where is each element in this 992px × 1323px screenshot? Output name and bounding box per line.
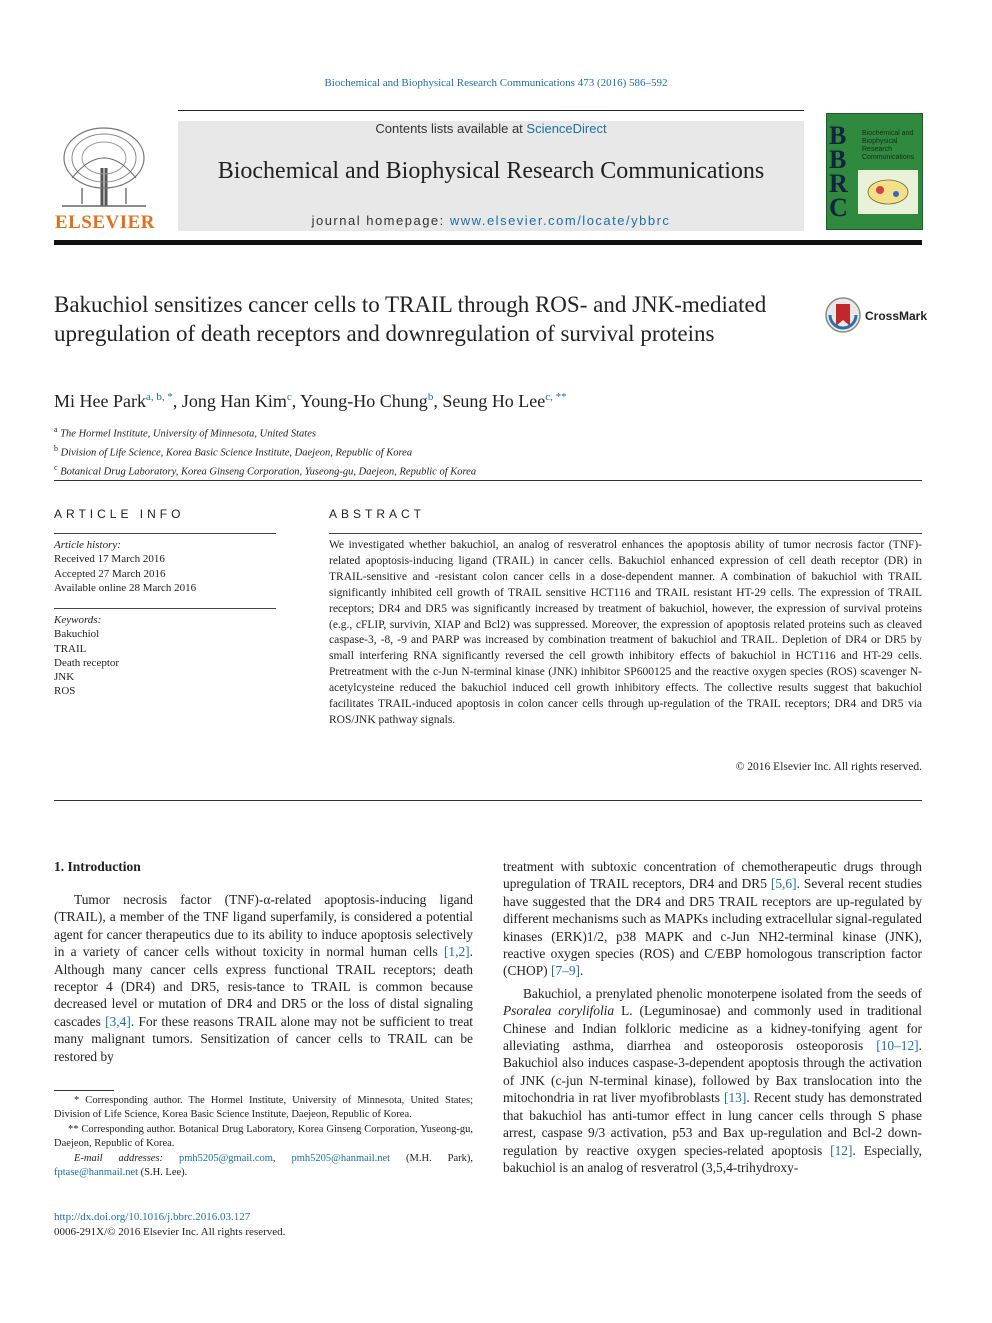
- author-affiliation-marks[interactable]: b: [427, 391, 434, 403]
- citation-link[interactable]: [12]: [830, 1142, 853, 1158]
- citation-link[interactable]: [3,4]: [105, 1013, 131, 1029]
- affiliation-mark: c: [54, 463, 58, 472]
- author-affiliation-marks[interactable]: c, **: [545, 391, 567, 403]
- footnote-mark: *: [74, 1095, 80, 1106]
- article-history: [54, 538, 276, 595]
- keyword: TRAIL: [54, 642, 87, 655]
- species-name: Psoralea corylifolia: [503, 1003, 615, 1019]
- elsevier-wordmark: ELSEVIER: [54, 212, 156, 233]
- text-run: . Recent study has demonstrated that bakuchiol has anti-tumor effect in lung cancer cells through S phase arrest, caspase 9/3 activation, p53 and Bax up-regulation and Bcl-2 down-regulation by reactive oxygen species-related apoptosis: [503, 1090, 922, 1158]
- citation-link[interactable]: [10–12]: [876, 1038, 919, 1054]
- affiliation-text: Botanical Drug Laboratory, Korea Ginseng Corporation, Yuseong-gu, Daejeon, Republic of Korea: [60, 466, 477, 478]
- footnotes: [54, 1094, 473, 1180]
- affiliation-text: The Hormel Institute, University of Minnesota, United States: [60, 428, 316, 440]
- citation-link[interactable]: [1,2]: [443, 944, 470, 960]
- affiliation-item: [54, 461, 814, 480]
- journal-title: Biochemical and Biophysical Research Communications: [217, 158, 765, 184]
- intro-paragraph-continued: [503, 858, 922, 980]
- journal-homepage: [178, 213, 804, 228]
- journal-citation[interactable]: Biochemical and Biophysical Research Communications 473 (2016) 586–592: [324, 77, 668, 89]
- sciencedirect-link[interactable]: ScienceDirect: [526, 121, 607, 136]
- homepage-link[interactable]: www.elsevier.com/locate/ybbrc: [449, 213, 671, 228]
- affiliation-mark: b: [54, 444, 58, 453]
- citation-link[interactable]: [5,6]: [770, 876, 797, 892]
- article-info-heading: ARTICLE INFO: [54, 507, 185, 521]
- abstract-copyright: © 2016 Elsevier Inc. All rights reserved.: [735, 761, 922, 773]
- history-online: Available online 28 March 2016: [54, 581, 197, 594]
- author-affiliation-marks[interactable]: c: [286, 391, 292, 403]
- footnote-text: Corresponding author. The Hormel Institute, University of Minnesota, United States; Division of Life Science, Korea Basic Science Institute, Daejeon, Republic of Korea.: [54, 1095, 473, 1121]
- footnote-text: Corresponding author. Botanical Drug Laboratory, Korea Ginseng Corporation, Yuseong-gu, Daejeon, Republic of Korea.: [54, 1123, 473, 1150]
- affiliation-item: [54, 423, 814, 442]
- citation-link[interactable]: [13]: [724, 1090, 747, 1106]
- section-divider: [54, 480, 922, 481]
- text-run: (M.H. Park),: [390, 1152, 473, 1164]
- crossmark-icon[interactable]: [824, 296, 864, 334]
- author-list: [54, 391, 814, 412]
- author-name[interactable]: Jong Han Kim: [181, 391, 287, 411]
- text-run: Tumor necrosis factor (TNF)-α-related apoptosis-inducing ligand (TRAIL), a member of the TNF ligand superfamily, is considered a potential agent for cancer therapeutics due to its ability to induce apoptosis selectively in a variety of cancer cells without toxicity in normal human cells: [54, 892, 473, 960]
- footnote-mark: **: [68, 1123, 79, 1135]
- header-bottom-rule: [54, 240, 922, 245]
- abstract-text: We investigated whether bakuchiol, an analog of resveratrol enhances the apoptosis ability of tumor necrosis factor (TNF)-related apoptosis-inducing ligand (TRAIL) in cancer cells. Bakuchiol enhanced expression of cell death receptor (DR) in TRAIL-sensitive and -resistant colon cancer cells in a dose-dependent manner. A combination of bakuchiol with TRAIL significantly inhibited cell growth of TRAIL sensitive HCT116 and TRAIL resistant HT-29 cells. The expression of TRAIL receptors; DR4 and DR5 was significantly increased by treatment of bakuchiol, however, the expression of survival proteins (e.g., cFLIP, survivin, XIAP and Bcl2) was suppressed. Moreover, the expression of apoptosis related proteins such as cleaved caspase-3, -8, -9 and PARP was increased by combination treatment of bakuchiol and TRAIL. Depletion of DR4 or DR5 by small interfering RNA significantly reversed the cell growth inhibitory effects of bakuchiol in HCT116 and HT-29 cells. Pretreatment with the c-Jun N-terminal kinase (JNK) inhibitor SP600125 and the reactive oxygen species (ROS) scavenger N-acetylcysteine reduced the bakuchiol induced cell growth inhibitory effects. The collective results suggest that bakuchiol facilitates TRAIL-induced apoptosis in colon cancer cells through up-regulation of the TRAIL receptors; DR4 and DR5 via ROS/JNK pathway signals.: [329, 539, 922, 726]
- affiliation-list: [54, 423, 814, 480]
- affiliation-mark: a: [54, 425, 58, 434]
- text-run: . Bakuchiol also induces caspase-3-dependent apoptosis through the activation of JNK (c-jun N-terminal kinase), followed by Bax translocation into the mitochondria in rat liver myofibroblasts: [503, 1038, 922, 1106]
- affiliation-item: [54, 442, 814, 461]
- text-run: . Although many cancer cells express functional TRAIL receptors; death receptor 4 (DR4) and DR5, resis-tance to TRAIL is common because decreased level or mutation of DR4 and DR5 or the loss of distal signaling cascades: [54, 944, 473, 1029]
- cover-diagram-image: [858, 170, 918, 214]
- history-label: Article history:: [54, 539, 121, 551]
- text-run: treatment with subtoxic concentration of chemotherapeutic drugs through upregulation of TRAIL receptors, DR4 and DR5: [503, 859, 922, 892]
- cover-subtitle: Biochemical and Biophysical Research Communications: [862, 130, 915, 161]
- citation-link[interactable]: [7–9]: [551, 963, 581, 979]
- text-run: . Especially, bakuchiol is an analog of resveratrol (3,5,4-trihydroxy-: [503, 1142, 922, 1175]
- section-divider: [54, 800, 922, 801]
- keyword: Bakuchiol: [54, 628, 100, 641]
- contents-line: [178, 121, 804, 136]
- intro-paragraph: [503, 985, 922, 1176]
- doi-link[interactable]: http://dx.doi.org/10.1016/j.bbrc.2016.03.127: [54, 1211, 251, 1223]
- body-column-left: [54, 891, 473, 1065]
- email-label: E-mail addresses:: [74, 1152, 179, 1164]
- footnote-corresponding-2: [54, 1123, 473, 1152]
- intro-paragraph: [54, 891, 473, 1065]
- crossmark-label[interactable]: CrossMark: [865, 309, 928, 323]
- author-separator: ,: [433, 391, 443, 411]
- keyword: JNK: [54, 671, 75, 684]
- section-heading-introduction: 1. Introduction: [54, 859, 141, 874]
- footnote-rule: [54, 1090, 114, 1091]
- article-title: Bakuchiol sensitizes cancer cells to TRAIL through ROS- and JNK-mediated upregulation of death receptors and downregulation of survival proteins: [54, 292, 767, 346]
- text-run: . For these reasons TRAIL alone may not be sufficient to treat many malignant tumors. Sensitization of cancer cells to TRAIL can be restored by: [54, 1013, 473, 1064]
- keywords-rule: [54, 608, 276, 609]
- history-received: Received 17 March 2016: [54, 553, 165, 566]
- author-name[interactable]: Seung Ho Lee: [442, 391, 546, 411]
- header-top-rule: [178, 110, 804, 111]
- homepage-prefix: journal homepage:: [311, 213, 450, 228]
- author-name[interactable]: Mi Hee Park: [54, 391, 146, 411]
- keywords-label: Keywords:: [54, 614, 102, 626]
- text-run: .: [580, 963, 584, 979]
- author-separator: ,: [172, 391, 182, 411]
- cover-bbrc-letters: BBRC: [829, 121, 848, 222]
- abstract-rule: [329, 533, 922, 534]
- email-link[interactable]: pmh5205@gmail.com: [178, 1152, 273, 1164]
- footnote-emails: [54, 1152, 473, 1181]
- text-run: ,: [272, 1152, 292, 1164]
- author-name[interactable]: Young-Ho Chung: [300, 391, 428, 411]
- history-accepted: Accepted 27 March 2016: [54, 567, 166, 580]
- author-separator: ,: [291, 391, 301, 411]
- contents-prefix: Contents lists available at: [375, 121, 527, 136]
- article-info-rule: [54, 533, 276, 534]
- keywords-block: [54, 613, 276, 699]
- abstract-heading: ABSTRACT: [329, 507, 426, 521]
- email-link[interactable]: pmh5205@hanmail.net: [291, 1152, 391, 1164]
- author-affiliation-marks[interactable]: a, b, *: [145, 391, 173, 403]
- email-link[interactable]: fptase@hanmail.net: [54, 1167, 139, 1179]
- text-run: . Several recent studies have suggested that the DR4 and DR5 TRAIL receptors are up-regulated by different mechanisms such as MAPKs including extracellular signal-regulated kinases (ERK)1/2, p38 MAPK and c-Jun NH2-terminal kinase (JNK), reactive oxygen species (ROS) and C/EBP homologous transcription factor (CHOP): [503, 876, 922, 979]
- text-run: Bakuchiol, a prenylated phenolic monoterpene isolated from the seeds of: [523, 985, 922, 1001]
- text-run: L. (Leguminosae) and commonly used in traditional Chinese and Indian folkloric medicine as a kidney-tonifying agent for alleviating asthma, diarrhea and osteoporosis osteoporosis: [503, 1003, 922, 1054]
- keyword: ROS: [54, 685, 76, 698]
- keyword: Death receptor: [54, 656, 120, 669]
- issn-copyright: 0006-291X/© 2016 Elsevier Inc. All rights reserved.: [54, 1226, 286, 1238]
- text-run: (S.H. Lee).: [138, 1167, 188, 1179]
- affiliation-text: Division of Life Science, Korea Basic Science Institute, Daejeon, Republic of Korea: [60, 447, 413, 459]
- body-column-right: [503, 858, 922, 1176]
- footnote-corresponding-1: [54, 1094, 473, 1123]
